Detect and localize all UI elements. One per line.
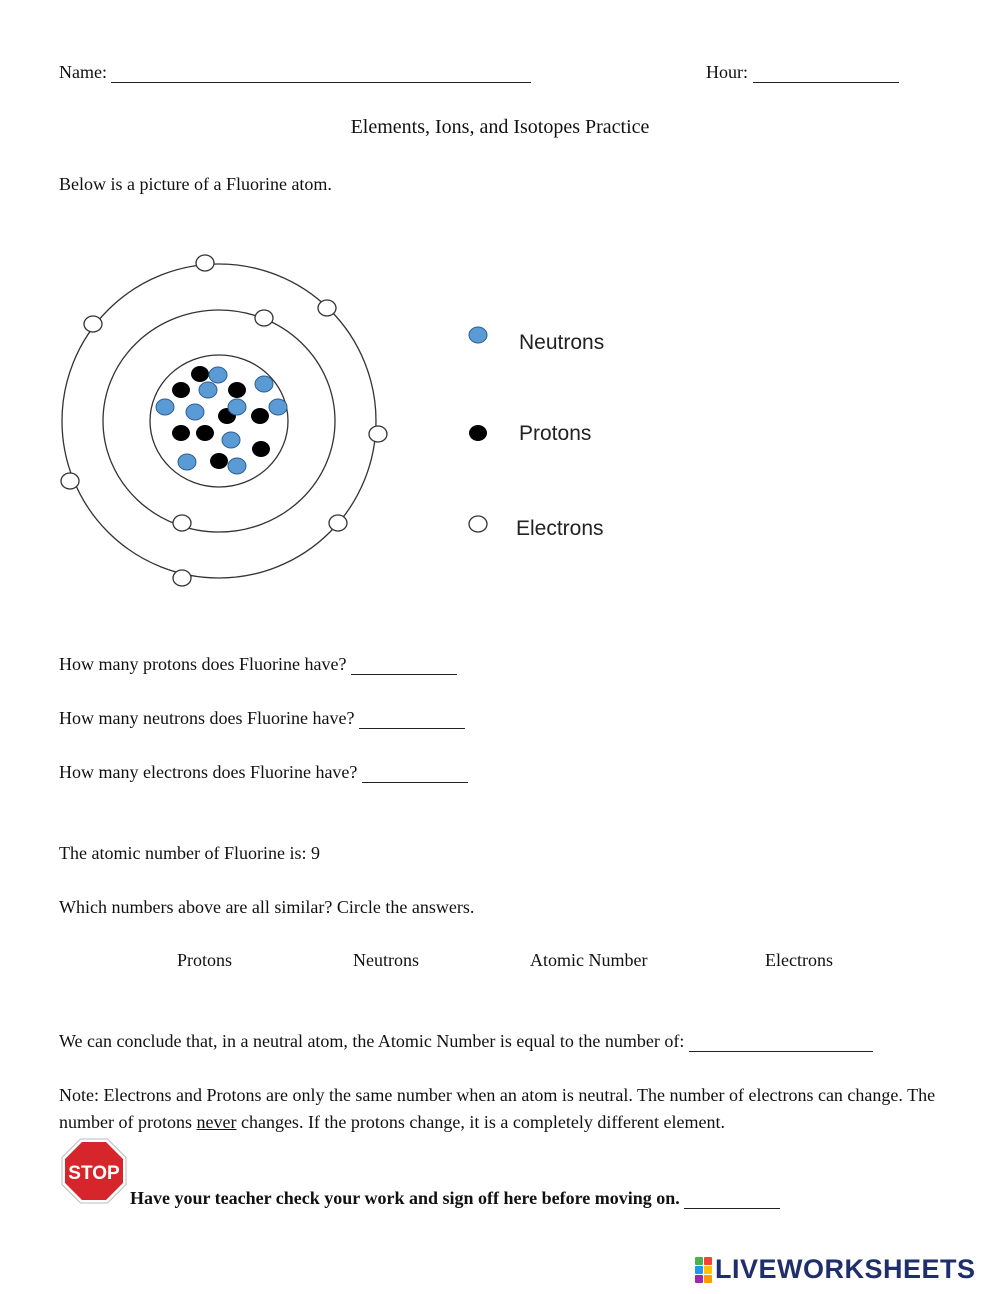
neutron — [178, 454, 196, 470]
legend-proton-marker — [469, 425, 487, 441]
neutron — [209, 367, 227, 383]
electron — [196, 255, 214, 271]
proton — [172, 425, 190, 441]
conclusion-text: We can conclude that, in a neutral atom, the Atomic Number is equal to the number of: — [59, 1031, 685, 1051]
answer-blank[interactable] — [359, 710, 465, 729]
hour-label: Hour: — [706, 62, 748, 82]
logo-blocks-icon — [695, 1257, 712, 1283]
question-text: How many electrons does Fluorine have? — [59, 762, 358, 782]
choice-neutrons[interactable]: Neutrons — [353, 950, 419, 970]
proton — [196, 425, 214, 441]
legend-electrons-label: Electrons — [516, 517, 604, 540]
legend-protons-label: Protons — [519, 422, 592, 445]
question-protons — [59, 653, 457, 675]
similar-prompt: Which numbers above are all similar? Circle the answers. — [59, 897, 475, 917]
proton — [172, 382, 190, 398]
conclusion-blank[interactable] — [689, 1033, 873, 1052]
neutron — [269, 399, 287, 415]
name-label: Name: — [59, 62, 107, 82]
page-title: Elements, Ions, and Isotopes Practice — [350, 116, 650, 138]
atomic-number-statement: The atomic number of Fluorine is: 9 — [59, 843, 320, 863]
note-text-end: changes. If the protons change, it is a completely different element. — [236, 1112, 725, 1132]
teacher-signoff-line — [130, 1187, 780, 1209]
electron — [255, 310, 273, 326]
electron — [318, 300, 336, 316]
signoff-instruction: Have your teacher check your work and sign off here before moving on. — [130, 1188, 680, 1208]
stop-sign-icon — [61, 1138, 127, 1204]
neutron — [228, 458, 246, 474]
answer-blank[interactable] — [351, 656, 457, 675]
electron — [173, 570, 191, 586]
inner-shell — [103, 310, 335, 532]
electron — [369, 426, 387, 442]
proton — [251, 408, 269, 424]
proton — [228, 382, 246, 398]
choice-electrons[interactable]: Electrons — [765, 950, 833, 970]
answer-blank[interactable] — [362, 764, 468, 783]
conclusion-line — [59, 1030, 873, 1052]
stop-sign-text: STOP — [68, 1163, 120, 1184]
neutron — [186, 404, 204, 420]
proton — [210, 453, 228, 469]
neutron — [222, 432, 240, 448]
neutron — [255, 376, 273, 392]
signoff-blank[interactable] — [684, 1190, 780, 1209]
electron — [329, 515, 347, 531]
electron — [173, 515, 191, 531]
electron — [61, 473, 79, 489]
question-electrons — [59, 761, 468, 783]
fluorine-atom-diagram — [0, 0, 1000, 620]
liveworksheets-logo — [695, 1254, 976, 1285]
logo-text: LIVEWORKSHEETS — [715, 1254, 976, 1284]
neutron — [156, 399, 174, 415]
proton — [252, 441, 270, 457]
note-text: Note: Electrons and Protons are only the same number when an atom is neutral. The number of electrons can change. The number of protons — [59, 1085, 936, 1132]
question-text: How many protons does Fluorine have? — [59, 654, 347, 674]
legend-neutron-marker — [469, 327, 487, 343]
neutron — [228, 399, 246, 415]
question-neutrons — [59, 707, 465, 729]
intro-text: Below is a picture of a Fluorine atom. — [59, 174, 332, 194]
neutron — [199, 382, 217, 398]
choice-atomic-number[interactable]: Atomic Number — [530, 950, 648, 970]
legend-neutrons-label: Neutrons — [519, 331, 605, 354]
proton — [191, 366, 209, 382]
legend-electron-marker — [469, 516, 487, 532]
electron — [84, 316, 102, 332]
note-paragraph — [59, 1082, 939, 1136]
question-text: How many neutrons does Fluorine have? — [59, 708, 355, 728]
choice-protons[interactable]: Protons — [177, 950, 233, 970]
note-underlined-word: never — [196, 1112, 237, 1132]
